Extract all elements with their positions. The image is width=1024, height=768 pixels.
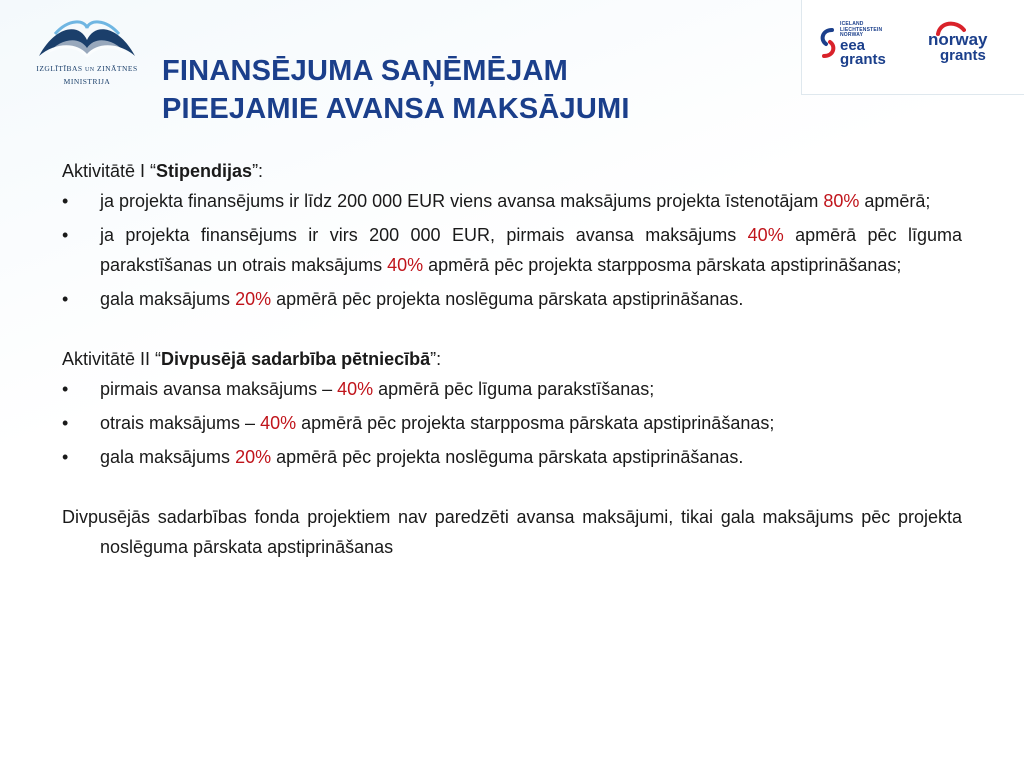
- eea-country-iceland: ICELAND: [840, 21, 864, 27]
- ministry-name-line2: MINISTRIJA: [63, 77, 111, 86]
- norway-grants-word: grants: [940, 47, 986, 64]
- ministry-logo: [28, 14, 146, 94]
- title-line1: FINANSĒJUMA SAŅĒMĒJAM: [162, 55, 568, 87]
- open-book-icon: [35, 14, 139, 62]
- percent-highlight: 40%: [260, 413, 297, 433]
- eea-grants-word: grants: [840, 51, 886, 68]
- activity2-prefix: Aktivitātē II “: [62, 349, 162, 369]
- grants-logos-panel: [801, 0, 1024, 95]
- slide-content: [62, 156, 962, 562]
- section-spacer: [62, 476, 962, 502]
- bullet-text: apmērā pēc līguma parakstīšanas un otrais maksājums: [100, 225, 962, 275]
- eea-country-liechtenstein: LIECHTENSTEIN: [840, 26, 883, 33]
- eea-grants-logo: [818, 20, 908, 74]
- bullet-text: apmērā;: [859, 191, 931, 211]
- activity1-bullet-list: [62, 186, 962, 314]
- activity2-bullet-list: [62, 374, 962, 472]
- title-line2: PIEEJAMIE AVANSA MAKSĀJUMI: [162, 93, 630, 125]
- page-title: [162, 52, 630, 128]
- ministry-name: [28, 64, 146, 75]
- bullet-text: apmērā pēc līguma parakstīšanas;: [373, 379, 655, 399]
- percent-highlight: 40%: [337, 379, 374, 399]
- bullet-text: apmērā pēc projekta starpposma pārskata apstiprināšanas;: [296, 413, 775, 433]
- eea-swirl-icon: [818, 26, 838, 60]
- percent-highlight: 20%: [235, 289, 272, 309]
- activity1-bullet-3: [62, 284, 962, 314]
- activity1-heading: [62, 156, 962, 186]
- bullet-icon: •: [62, 289, 69, 309]
- percent-highlight: 40%: [387, 255, 424, 275]
- bullet-text: apmērā pēc projekta noslēguma pārskata apstiprināšanas.: [271, 289, 744, 309]
- percent-highlight: 20%: [235, 447, 272, 467]
- bullet-text: gala maksājums: [100, 289, 236, 309]
- bullet-icon: •: [62, 191, 69, 211]
- activity2-name: Divpusējā sadarbība pētniecībā: [161, 349, 431, 369]
- bullet-text: otrais maksājums –: [100, 413, 261, 433]
- norway-word: norway: [928, 30, 988, 49]
- activity2-suffix: ”:: [430, 349, 442, 369]
- bullet-icon: •: [62, 225, 69, 245]
- bullet-text: ja projekta finansējums ir virs 200 000 EUR, pirmais avansa maksājums: [100, 225, 748, 245]
- bullet-text: pirmais avansa maksājums –: [100, 379, 338, 399]
- activity2-bullet-1: [62, 374, 962, 404]
- activity2-bullet-2: [62, 408, 962, 438]
- bullet-text: ja projekta finansējums ir līdz 200 000 EUR viens avansa maksājums projekta īstenotājam: [100, 191, 824, 211]
- percent-highlight: 80%: [823, 191, 860, 211]
- activity1-bullet-1: [62, 186, 962, 216]
- bullet-icon: •: [62, 447, 69, 467]
- activity1-prefix: Aktivitātē I “: [62, 161, 157, 181]
- eea-word: eea: [840, 37, 866, 54]
- activity2-heading: [62, 344, 962, 374]
- bullet-icon: •: [62, 413, 69, 433]
- ministry-name-part2: ZINĀTNES: [97, 64, 138, 73]
- bullet-icon: •: [62, 379, 69, 399]
- bullet-text: apmērā pēc projekta starpposma pārskata apstiprināšanas;: [423, 255, 902, 275]
- closing-paragraph: Divpusējās sadarbības fonda projektiem nav paredzēti avansa maksājumi, tikai gala maksājums pēc projekta noslēguma pārskata apstiprināšanas: [62, 507, 962, 557]
- activity1-bullet-2: [62, 220, 962, 280]
- bullet-text: gala maksājums: [100, 447, 236, 467]
- ministry-name-part1: IZGLĪTĪBAS: [36, 64, 83, 73]
- percent-highlight: 40%: [747, 225, 784, 245]
- section-spacer: [62, 318, 962, 344]
- activity1-name: Stipendijas: [156, 161, 253, 181]
- eea-country-norway: NORWAY: [840, 32, 864, 38]
- activity2-bullet-3: [62, 442, 962, 472]
- ministry-name-connector: UN: [84, 67, 95, 73]
- activity1-suffix: ”:: [252, 161, 264, 181]
- bullet-text: apmērā pēc projekta noslēguma pārskata apstiprināšanas.: [271, 447, 744, 467]
- norway-grants-logo: [928, 20, 1018, 74]
